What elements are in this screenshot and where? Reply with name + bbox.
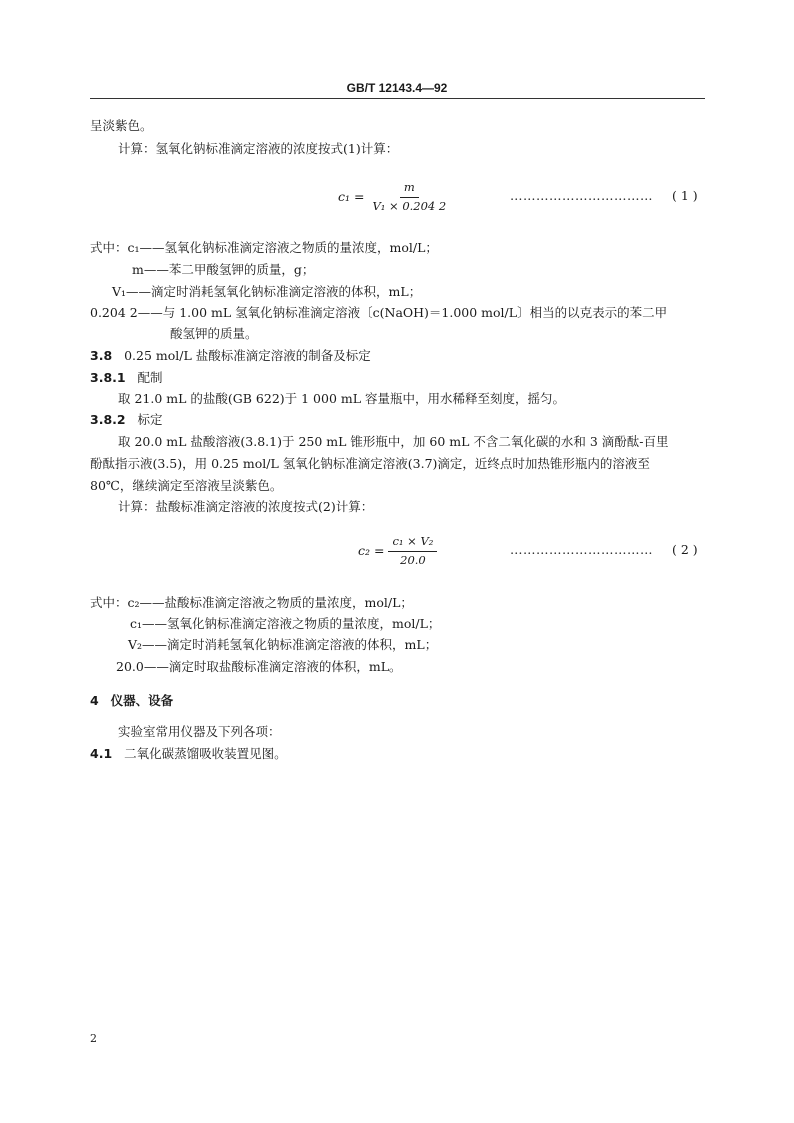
definition-row [90, 595, 413, 612]
section-heading-3-8-2 [90, 412, 163, 429]
numerator: m [400, 180, 419, 198]
section-title: 仪器、设备 [110, 693, 174, 708]
page-number: 2 [90, 1032, 97, 1045]
definition-symbol: V₁—— [112, 284, 152, 299]
section-title: 二氧化碳蒸馏吸收装置见图。 [124, 746, 287, 761]
formula-number: ( 1 ) [672, 188, 698, 203]
definition-text: 滴定时取盐酸标准滴定溶液的体积，mL。 [168, 659, 402, 674]
paragraph: 酚酞指示液(3.5)，用 0.25 mol/L 氢氧化钠标准滴定溶液(3.7)滴定，近终点时加热锥形瓶内的溶液至 [90, 456, 650, 471]
fraction [368, 180, 450, 214]
section-heading-4 [90, 693, 173, 710]
formula-2 [358, 534, 437, 568]
definition-text: 氢氧化钠标准滴定溶液之物质的量浓度，mol/L； [167, 616, 441, 631]
header-rule [90, 98, 705, 99]
formula-leader: …………………………… [510, 188, 653, 203]
definition-text: 氢氧化钠标准滴定溶液之物质的量浓度，mol/L； [164, 240, 438, 255]
formula-number: ( 2 ) [672, 542, 698, 557]
definition-symbol: 式中：c₁—— [90, 240, 165, 255]
definition-row [130, 616, 440, 633]
section-number: 3.8.1 [90, 370, 126, 385]
paragraph: 实验室常用仪器及下列各项： [118, 724, 281, 739]
definition-symbol: c₁—— [130, 616, 168, 631]
definition-row [90, 305, 667, 322]
section-title: 0.25 mol/L 盐酸标准滴定溶液的制备及标定 [124, 348, 371, 363]
definition-row [112, 284, 421, 301]
definition-symbol: 0.204 2—— [90, 305, 163, 320]
formula-1 [338, 180, 450, 214]
definition-row [116, 659, 402, 676]
section-number: 3.8 [90, 348, 113, 363]
paragraph: 取 21.0 mL 的盐酸(GB 622)于 1 000 mL 容量瓶中，用水稀释至刻度，摇匀。 [118, 391, 566, 406]
page-header: GB/T 12143.4—92 [346, 81, 448, 95]
definition-text: 盐酸标准滴定溶液之物质的量浓度，mol/L； [164, 595, 413, 610]
paragraph: 取 20.0 mL 盐酸溶液(3.8.1)于 250 mL 锥形瓶中，加 60 mL 不含二氧化碳的水和 3 滴酚酞-百里 [118, 434, 669, 449]
formula-leader: …………………………… [510, 542, 653, 557]
section-title: 配制 [137, 370, 163, 385]
numerator: c₁ × V₂ [388, 534, 437, 552]
fraction [388, 534, 437, 568]
formula-lhs: c₂ = [358, 542, 385, 558]
section-number: 4.1 [90, 746, 113, 761]
definition-text: 苯二甲酸氢钾的质量，g； [168, 262, 315, 277]
denominator: V₁ × 0.204 2 [372, 198, 447, 213]
definition-row [90, 240, 438, 257]
section-heading-4-1 [90, 746, 287, 763]
section-heading-3-8 [90, 348, 371, 365]
definition-text: 滴定时消耗氢氧化钠标准滴定溶液的体积，mL； [151, 284, 422, 299]
definition-symbol: 20.0—— [116, 659, 169, 674]
section-title: 标定 [137, 412, 163, 427]
paragraph: 呈淡紫色。 [90, 118, 153, 133]
section-number: 4 [90, 693, 99, 708]
definition-text: 滴定时消耗氢氧化钠标准滴定溶液的体积，mL； [167, 637, 438, 652]
paragraph: 80℃，继续滴定至溶液呈淡紫色。 [90, 478, 283, 493]
definition-symbol: V₂—— [128, 637, 168, 652]
definition-row [132, 262, 314, 279]
definition-symbol: m—— [132, 262, 169, 277]
paragraph: 计算：氢氧化钠标准滴定溶液的浓度按式(1)计算： [118, 141, 399, 156]
definition-continuation: 酸氢钾的质量。 [170, 326, 258, 341]
definition-symbol: 式中：c₂—— [90, 595, 165, 610]
section-heading-3-8-1 [90, 370, 163, 387]
paragraph: 计算：盐酸标准滴定溶液的浓度按式(2)计算： [118, 499, 374, 514]
definition-text: 与 1.00 mL 氢氧化钠标准滴定溶液〔c(NaOH)＝1.000 mol/L〕相当的以克表示的苯二甲 [162, 305, 668, 320]
formula-lhs: c₁ = [338, 188, 365, 204]
denominator: 20.0 [400, 552, 426, 567]
definition-row [128, 637, 437, 654]
section-number: 3.8.2 [90, 412, 126, 427]
